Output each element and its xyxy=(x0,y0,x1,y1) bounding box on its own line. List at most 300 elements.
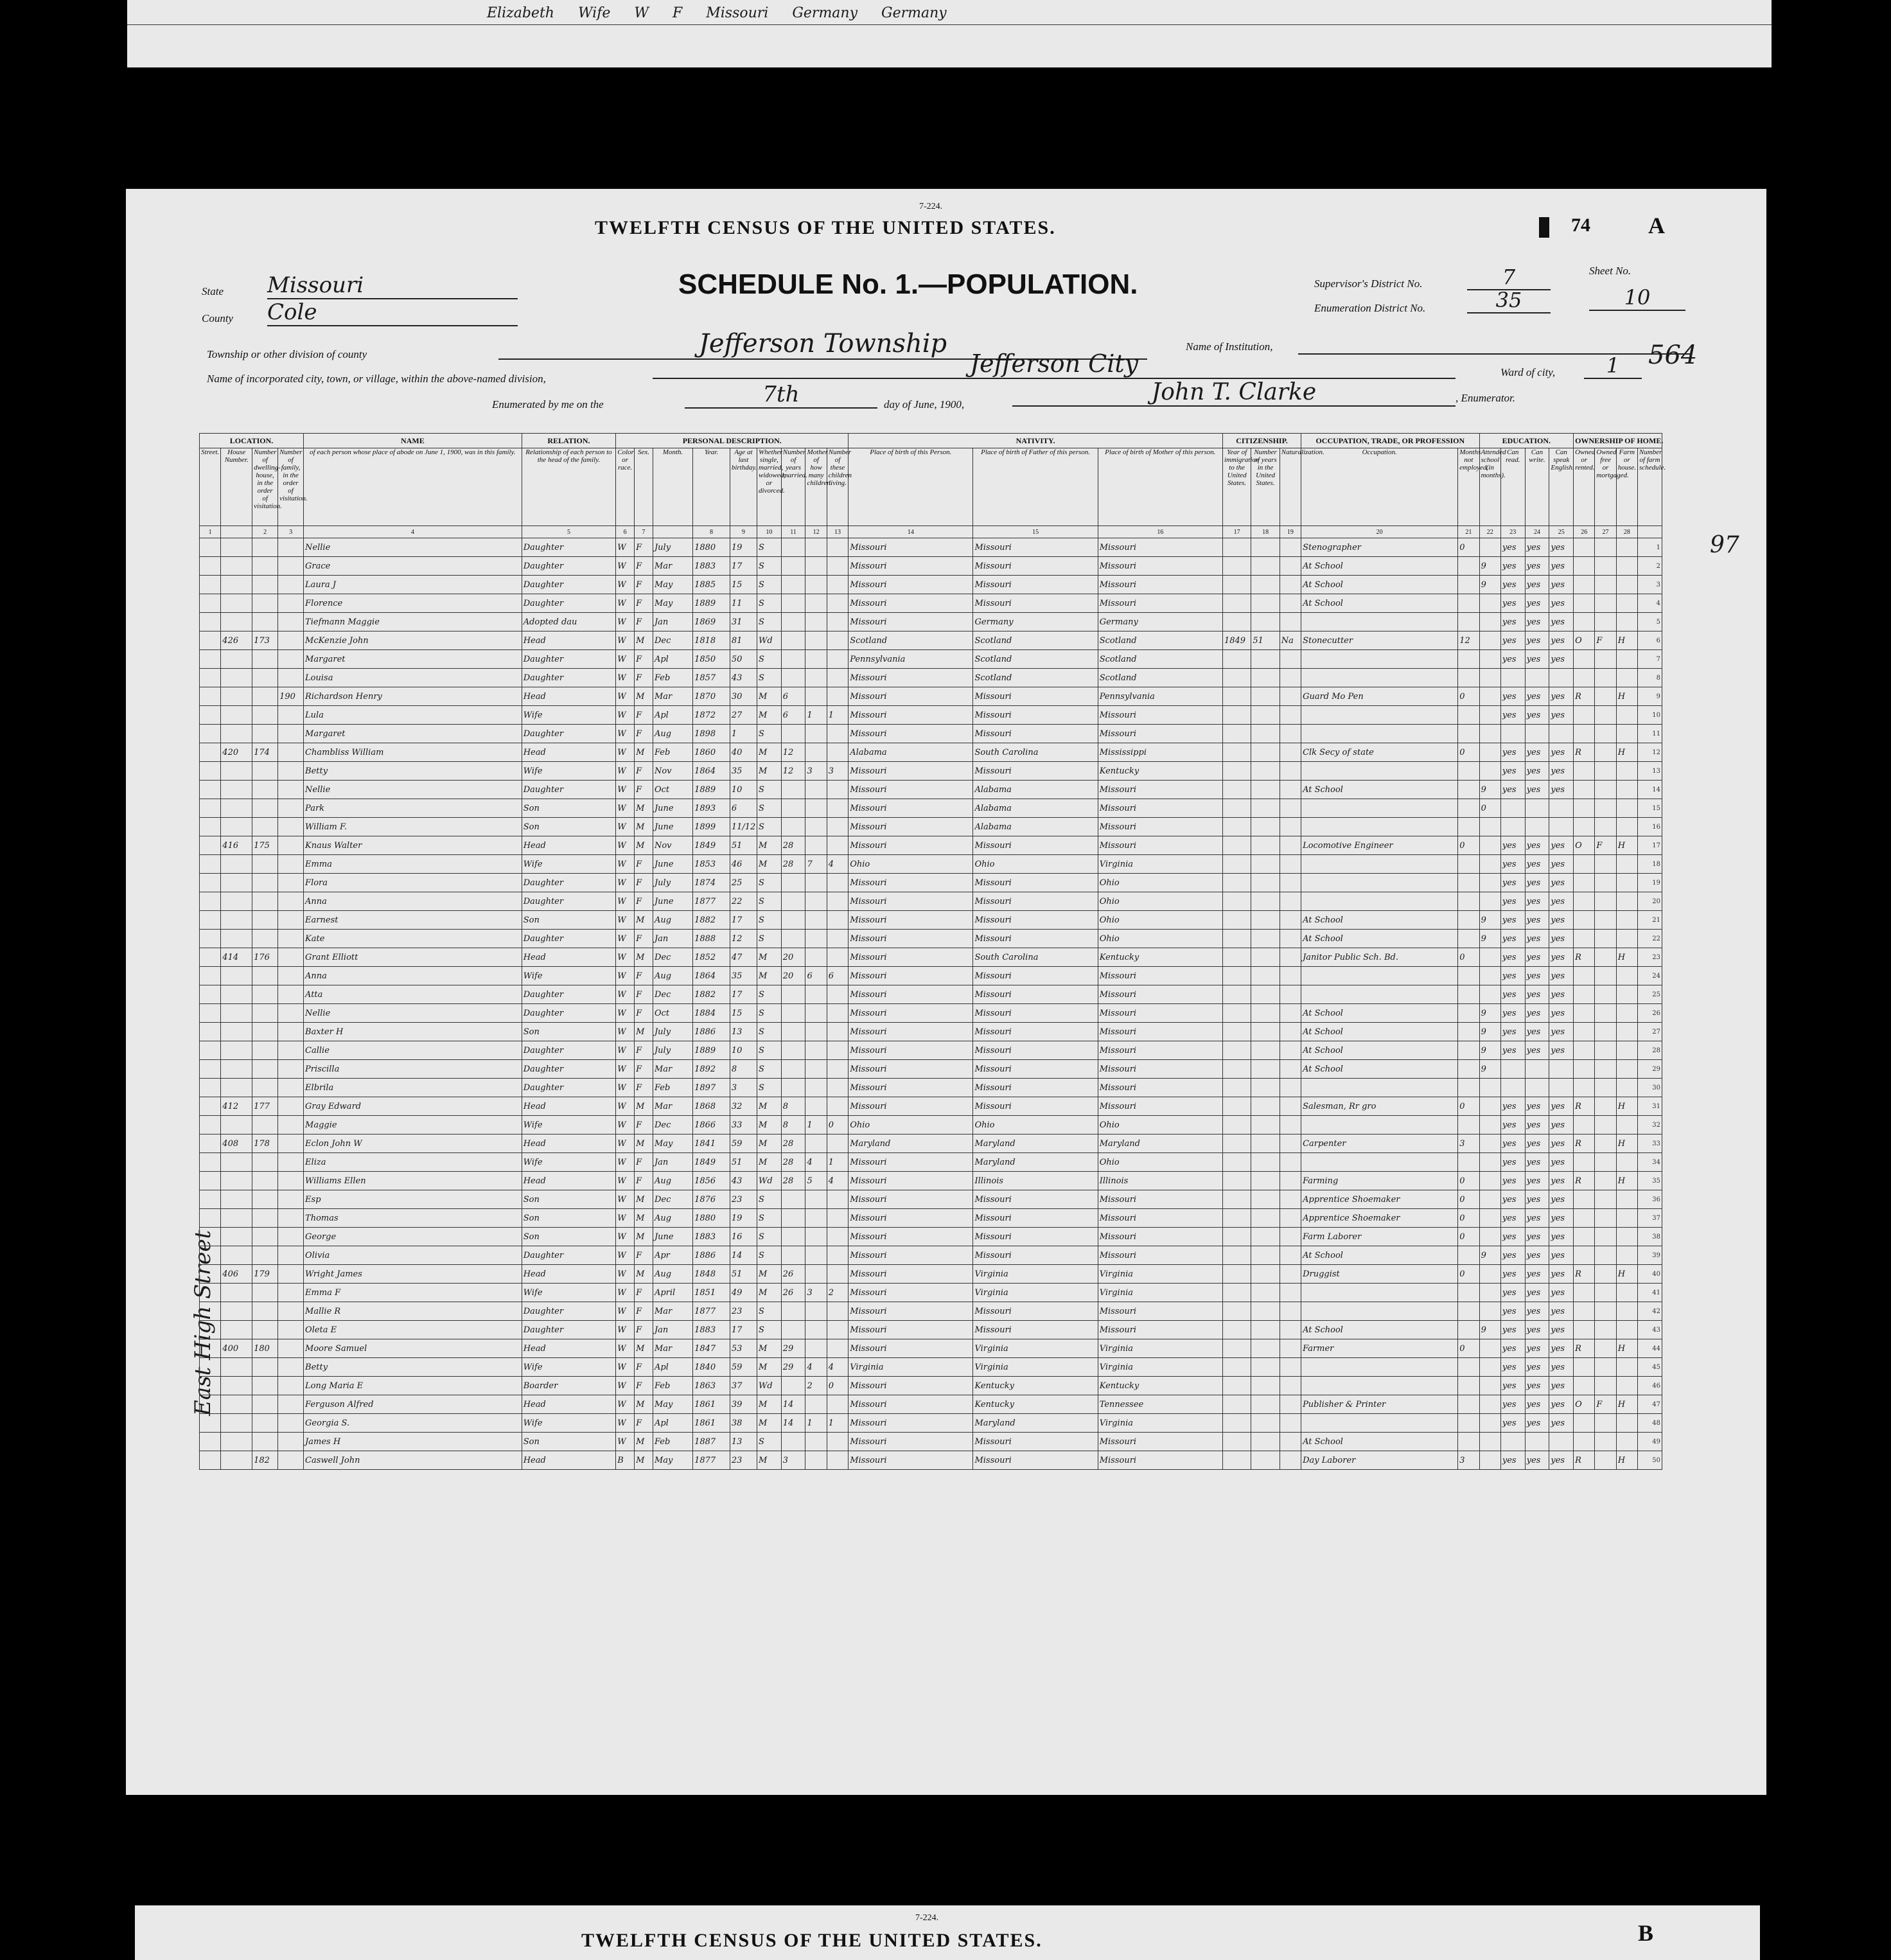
cell-mne xyxy=(1458,799,1479,818)
column-number: 15 xyxy=(973,526,1098,538)
line-number: 1 xyxy=(1637,538,1662,557)
cell-name: Anna xyxy=(304,892,522,911)
cell-fh xyxy=(1616,1433,1637,1451)
cell-pob: Missouri xyxy=(849,1451,973,1470)
cell-year: 1856 xyxy=(693,1172,730,1190)
cell-wr: yes xyxy=(1525,1209,1549,1228)
cell-imm xyxy=(1222,1377,1251,1395)
cell-age: 17 xyxy=(730,911,757,930)
cell-fm xyxy=(1595,1358,1616,1377)
cell-cl xyxy=(827,1079,848,1097)
table-row xyxy=(200,762,1662,781)
table-row xyxy=(200,781,1662,799)
line-number: 43 xyxy=(1637,1321,1662,1339)
cell-rel: Son xyxy=(522,799,616,818)
cell-name: Eliza xyxy=(304,1153,522,1172)
cell-year: 1860 xyxy=(693,743,730,762)
cell-ym: 29 xyxy=(781,1358,805,1377)
cell-house xyxy=(221,557,252,576)
street-cell xyxy=(200,1451,221,1470)
cell-ym xyxy=(781,985,805,1004)
street-note: East High Street xyxy=(190,1230,216,1416)
cell-year: 1889 xyxy=(693,594,730,613)
column-number: 24 xyxy=(1525,526,1549,538)
cell-rd: yes xyxy=(1500,892,1525,911)
street-cell xyxy=(200,781,221,799)
cell-occ: Day Laborer xyxy=(1301,1451,1458,1470)
cell-mne: 0 xyxy=(1458,1097,1479,1116)
cell-sch xyxy=(1479,1172,1500,1190)
cell-month: Feb xyxy=(653,743,692,762)
cell-house xyxy=(221,1190,252,1209)
cell-yrs xyxy=(1251,1153,1280,1172)
cell-fm xyxy=(1595,669,1616,687)
cell-age: 19 xyxy=(730,1209,757,1228)
cell-yrs xyxy=(1251,1116,1280,1135)
cell-race: W xyxy=(616,1395,635,1414)
cell-year: 1840 xyxy=(693,1358,730,1377)
cell-cl xyxy=(827,650,848,669)
street-cell xyxy=(200,874,221,892)
cell-sch xyxy=(1479,650,1500,669)
cell-own xyxy=(1574,725,1595,743)
cell-occ xyxy=(1301,985,1458,1004)
cell-imm xyxy=(1222,1433,1251,1451)
cell-occ: Clk Secy of state xyxy=(1301,743,1458,762)
cell-fh xyxy=(1616,1209,1637,1228)
cell-dw: 182 xyxy=(252,1451,278,1470)
cell-wr: yes xyxy=(1525,1172,1549,1190)
cell-fam xyxy=(278,1228,304,1246)
cell-en xyxy=(1549,1433,1574,1451)
cell-ym xyxy=(781,1302,805,1321)
cell-year: 1882 xyxy=(693,985,730,1004)
street-cell xyxy=(200,1172,221,1190)
cell-own xyxy=(1574,1433,1595,1451)
group-nativity: NATIVITY. xyxy=(849,434,1223,448)
cell-nat xyxy=(1280,911,1301,930)
cell-rd: yes xyxy=(1500,1284,1525,1302)
cell-rel: Wife xyxy=(522,1358,616,1377)
cell-race: W xyxy=(616,967,635,985)
cell-month: Mar xyxy=(653,1339,692,1358)
cell-wr: yes xyxy=(1525,1004,1549,1023)
cell-en: yes xyxy=(1549,985,1574,1004)
cell-rel: Son xyxy=(522,911,616,930)
cell-imm xyxy=(1222,818,1251,836)
cell-pobm: Virginia xyxy=(1098,855,1222,874)
cell-month: July xyxy=(653,1023,692,1041)
supervisor-value: 7 xyxy=(1467,265,1551,290)
cell-wr: yes xyxy=(1525,1041,1549,1060)
cell-mne xyxy=(1458,1060,1479,1079)
street-cell xyxy=(200,669,221,687)
cell-cl xyxy=(827,594,848,613)
column-number: 8 xyxy=(693,526,730,538)
cell-name: Georgia S. xyxy=(304,1414,522,1433)
township-label: Township or other division of county xyxy=(207,348,367,360)
street-cell xyxy=(200,1041,221,1060)
cell-year: 1863 xyxy=(693,1377,730,1395)
cell-house xyxy=(221,799,252,818)
cell-cl xyxy=(827,818,848,836)
cell-pobm: Virginia xyxy=(1098,1358,1222,1377)
street-cell xyxy=(200,892,221,911)
cell-wr: yes xyxy=(1525,613,1549,631)
cell-yrs xyxy=(1251,1414,1280,1433)
cell-sch: 9 xyxy=(1479,1246,1500,1265)
cell-ym xyxy=(781,613,805,631)
column-group-row xyxy=(200,434,1662,448)
cell-pob: Missouri xyxy=(849,892,973,911)
cell-dw xyxy=(252,985,278,1004)
cell-imm xyxy=(1222,836,1251,855)
cell-wr xyxy=(1525,1079,1549,1097)
cell-sex: M xyxy=(635,818,653,836)
cell-nat xyxy=(1280,1433,1301,1451)
cell-house xyxy=(221,1321,252,1339)
cell-sch xyxy=(1479,948,1500,967)
cell-en: yes xyxy=(1549,1377,1574,1395)
cell-ym xyxy=(781,930,805,948)
cell-rd: yes xyxy=(1500,594,1525,613)
cell-occ: Stonecutter xyxy=(1301,631,1458,650)
cell-ym xyxy=(781,1190,805,1209)
cell-dw: 173 xyxy=(252,631,278,650)
cell-nat xyxy=(1280,781,1301,799)
cell-rd xyxy=(1500,818,1525,836)
cell-name: Park xyxy=(304,799,522,818)
cell-month: May xyxy=(653,1135,692,1153)
cell-imm xyxy=(1222,781,1251,799)
cell-rel: Head xyxy=(522,743,616,762)
cell-en: yes xyxy=(1549,1265,1574,1284)
cell-mne xyxy=(1458,1302,1479,1321)
cell-rd: yes xyxy=(1500,1172,1525,1190)
cell-pobf: Maryland xyxy=(973,1135,1098,1153)
table-row xyxy=(200,1358,1662,1377)
cell-dw: 174 xyxy=(252,743,278,762)
cell-nat xyxy=(1280,1023,1301,1041)
cell-race: W xyxy=(616,1153,635,1172)
cell-own xyxy=(1574,1079,1595,1097)
cell-month: Apr xyxy=(653,1246,692,1265)
street-cell xyxy=(200,1358,221,1377)
cell-house xyxy=(221,1284,252,1302)
cell-pob: Missouri xyxy=(849,967,973,985)
cell-ms: Wd xyxy=(757,1172,782,1190)
cell-occ xyxy=(1301,1302,1458,1321)
group-name: NAME xyxy=(304,434,522,448)
cell-name: Betty xyxy=(304,1358,522,1377)
cell-pobf: Missouri xyxy=(973,594,1098,613)
cell-pob: Missouri xyxy=(849,985,973,1004)
cell-occ: Stenographer xyxy=(1301,538,1458,557)
sheet-value: 10 xyxy=(1589,285,1685,311)
cell-dw xyxy=(252,650,278,669)
cell-sch xyxy=(1479,1209,1500,1228)
cell-fam xyxy=(278,1135,304,1153)
cell-cl xyxy=(827,1246,848,1265)
cell-mc xyxy=(805,1246,827,1265)
cell-pob: Missouri xyxy=(849,1172,973,1190)
cell-rd: yes xyxy=(1500,631,1525,650)
cell-year: 1877 xyxy=(693,1302,730,1321)
cell-month: Feb xyxy=(653,669,692,687)
cell-yrs xyxy=(1251,557,1280,576)
cell-fm xyxy=(1595,1228,1616,1246)
cell-wr: yes xyxy=(1525,1246,1549,1265)
cell-name: William F. xyxy=(304,818,522,836)
cell-rd: yes xyxy=(1500,1153,1525,1172)
cell-age: 47 xyxy=(730,948,757,967)
cell-pobf: Maryland xyxy=(973,1153,1098,1172)
cell-mc xyxy=(805,669,827,687)
cell-rd: yes xyxy=(1500,1377,1525,1395)
cell-pob: Missouri xyxy=(849,1265,973,1284)
cell-fam xyxy=(278,836,304,855)
cell-ym: 20 xyxy=(781,967,805,985)
cell-pobf: Virginia xyxy=(973,1358,1098,1377)
cell-yrs xyxy=(1251,1395,1280,1414)
cell-rel: Son xyxy=(522,1209,616,1228)
column-number xyxy=(221,526,252,538)
cell-pobm: Scotland xyxy=(1098,669,1222,687)
cell-en: yes xyxy=(1549,1284,1574,1302)
line-number: 18 xyxy=(1637,855,1662,874)
cell-dw xyxy=(252,911,278,930)
cell-rel: Head xyxy=(522,631,616,650)
cell-mc: 2 xyxy=(805,1377,827,1395)
cell-race: W xyxy=(616,892,635,911)
cell-race: W xyxy=(616,613,635,631)
cell-pobf: Alabama xyxy=(973,799,1098,818)
cell-house xyxy=(221,725,252,743)
cell-cl xyxy=(827,799,848,818)
cell-mne: 0 xyxy=(1458,836,1479,855)
cell-wr: yes xyxy=(1525,762,1549,781)
line-number: 40 xyxy=(1637,1265,1662,1284)
cell-cl xyxy=(827,1395,848,1414)
cell-fh xyxy=(1616,538,1637,557)
cell-occ xyxy=(1301,1358,1458,1377)
cell-ym xyxy=(781,799,805,818)
cell-rel: Daughter xyxy=(522,669,616,687)
street-cell xyxy=(200,1209,221,1228)
cell-year: 1850 xyxy=(693,650,730,669)
cell-house xyxy=(221,650,252,669)
cell-ms: Wd xyxy=(757,631,782,650)
cell-pob: Missouri xyxy=(849,818,973,836)
cell-occ xyxy=(1301,706,1458,725)
cell-nat xyxy=(1280,1190,1301,1209)
cell-occ xyxy=(1301,613,1458,631)
column-number: 9 xyxy=(730,526,757,538)
cell-rd: yes xyxy=(1500,576,1525,594)
cell-house xyxy=(221,985,252,1004)
cell-month: June xyxy=(653,892,692,911)
cell-house xyxy=(221,1023,252,1041)
street-cell xyxy=(200,1135,221,1153)
table-row xyxy=(200,948,1662,967)
cell-pobf: Missouri xyxy=(973,1451,1098,1470)
cell-pobf: South Carolina xyxy=(973,743,1098,762)
table-row xyxy=(200,594,1662,613)
cell-occ xyxy=(1301,892,1458,911)
cell-fam xyxy=(278,1451,304,1470)
cell-fam xyxy=(278,1004,304,1023)
cell-en: yes xyxy=(1549,1190,1574,1209)
cell-rd: yes xyxy=(1500,985,1525,1004)
cell-fh xyxy=(1616,1190,1637,1209)
cell-en: yes xyxy=(1549,1153,1574,1172)
cell-pobm: Ohio xyxy=(1098,1153,1222,1172)
cell-nat xyxy=(1280,930,1301,948)
table-row xyxy=(200,1097,1662,1116)
column-header: Color or race. xyxy=(616,448,635,526)
cell-wr: yes xyxy=(1525,1395,1549,1414)
cell-race: W xyxy=(616,1079,635,1097)
cell-pobm: Missouri xyxy=(1098,725,1222,743)
cell-rd: yes xyxy=(1500,538,1525,557)
cell-month: June xyxy=(653,799,692,818)
cell-ms: M xyxy=(757,1414,782,1433)
cell-name: Knaus Walter xyxy=(304,836,522,855)
cell-mc xyxy=(805,538,827,557)
cell-sex: M xyxy=(635,1209,653,1228)
cell-race: W xyxy=(616,1265,635,1284)
street-cell xyxy=(200,799,221,818)
cell-pobm: Missouri xyxy=(1098,1228,1222,1246)
cell-age: 32 xyxy=(730,1097,757,1116)
cell-rd: yes xyxy=(1500,1451,1525,1470)
table-row xyxy=(200,985,1662,1004)
cell-yrs xyxy=(1251,1284,1280,1302)
cell-dw xyxy=(252,1302,278,1321)
line-number: 5 xyxy=(1637,613,1662,631)
cell-yrs xyxy=(1251,1302,1280,1321)
cell-imm xyxy=(1222,1228,1251,1246)
cell-fh xyxy=(1616,1377,1637,1395)
cell-pobm: Missouri xyxy=(1098,1209,1222,1228)
cell-year: 1853 xyxy=(693,855,730,874)
table-row xyxy=(200,1172,1662,1190)
street-cell xyxy=(200,762,221,781)
column-header: Number of family, in the order of visitation. xyxy=(278,448,304,526)
cell-cl xyxy=(827,836,848,855)
cell-name: Callie xyxy=(304,1041,522,1060)
cell-mc xyxy=(805,1265,827,1284)
cell-cl xyxy=(827,1097,848,1116)
cell-cl xyxy=(827,892,848,911)
cell-sex: F xyxy=(635,930,653,948)
cell-own xyxy=(1574,594,1595,613)
cell-pob: Maryland xyxy=(849,1135,973,1153)
line-number: 10 xyxy=(1637,706,1662,725)
table-row xyxy=(200,557,1662,576)
cell-ms: S xyxy=(757,650,782,669)
cell-pobm: Ohio xyxy=(1098,892,1222,911)
cell-name: Atta xyxy=(304,985,522,1004)
cell-age: 35 xyxy=(730,967,757,985)
cell-fh: H xyxy=(1616,1135,1637,1153)
cell-wr: yes xyxy=(1525,1358,1549,1377)
cell-rel: Son xyxy=(522,1228,616,1246)
cell-fh xyxy=(1616,1060,1637,1079)
next-sheet-fragment xyxy=(135,1905,1760,1960)
table-row xyxy=(200,1041,1662,1060)
cell-mc xyxy=(805,874,827,892)
cell-yrs xyxy=(1251,1358,1280,1377)
cell-sex: M xyxy=(635,1023,653,1041)
cell-imm xyxy=(1222,967,1251,985)
cell-imm xyxy=(1222,1339,1251,1358)
cell-rd: yes xyxy=(1500,1228,1525,1246)
cell-imm xyxy=(1222,1451,1251,1470)
cell-wr: yes xyxy=(1525,874,1549,892)
cell-fm xyxy=(1595,1339,1616,1358)
cell-ms: S xyxy=(757,892,782,911)
cell-name: Williams Ellen xyxy=(304,1172,522,1190)
cell-rd: yes xyxy=(1500,836,1525,855)
cell-cl xyxy=(827,557,848,576)
cell-race: W xyxy=(616,1060,635,1079)
cell-pobf: Missouri xyxy=(973,1041,1098,1060)
cell-month: Mar xyxy=(653,557,692,576)
cell-fam xyxy=(278,762,304,781)
cell-pobm: Missouri xyxy=(1098,836,1222,855)
cell-fm xyxy=(1595,1265,1616,1284)
cell-own: R xyxy=(1574,687,1595,706)
cell-nat xyxy=(1280,1116,1301,1135)
table-row xyxy=(200,1377,1662,1395)
cell-race: W xyxy=(616,762,635,781)
cell-month: Feb xyxy=(653,1377,692,1395)
cell-house xyxy=(221,1414,252,1433)
schedule-title: SCHEDULE No. 1.—POPULATION. xyxy=(678,269,1138,300)
cell-en: yes xyxy=(1549,781,1574,799)
cell-nat xyxy=(1280,1060,1301,1079)
cell-ym xyxy=(781,1433,805,1451)
cell-own xyxy=(1574,1041,1595,1060)
cell-sch xyxy=(1479,687,1500,706)
cell-house xyxy=(221,669,252,687)
table-row xyxy=(200,1079,1662,1097)
cell-fam xyxy=(278,781,304,799)
cell-occ: Farm Laborer xyxy=(1301,1228,1458,1246)
cell-sex: F xyxy=(635,669,653,687)
cell-wr xyxy=(1525,818,1549,836)
cell-name: Ferguson Alfred xyxy=(304,1395,522,1414)
cell-ms: M xyxy=(757,706,782,725)
cell-pob: Missouri xyxy=(849,836,973,855)
cell-pob: Missouri xyxy=(849,1302,973,1321)
cell-fam xyxy=(278,1190,304,1209)
cell-en: yes xyxy=(1549,836,1574,855)
cell-pobm: Kentucky xyxy=(1098,1377,1222,1395)
cell-house xyxy=(221,1004,252,1023)
cell-sch: 9 xyxy=(1479,1060,1500,1079)
cell-occ xyxy=(1301,725,1458,743)
cell-en xyxy=(1549,1060,1574,1079)
cell-nat xyxy=(1280,855,1301,874)
cell-age: 81 xyxy=(730,631,757,650)
cell-month: July xyxy=(653,1041,692,1060)
cell-rel: Head xyxy=(522,1172,616,1190)
cell-month: Apl xyxy=(653,650,692,669)
cell-month: Jan xyxy=(653,930,692,948)
column-number: 26 xyxy=(1574,526,1595,538)
